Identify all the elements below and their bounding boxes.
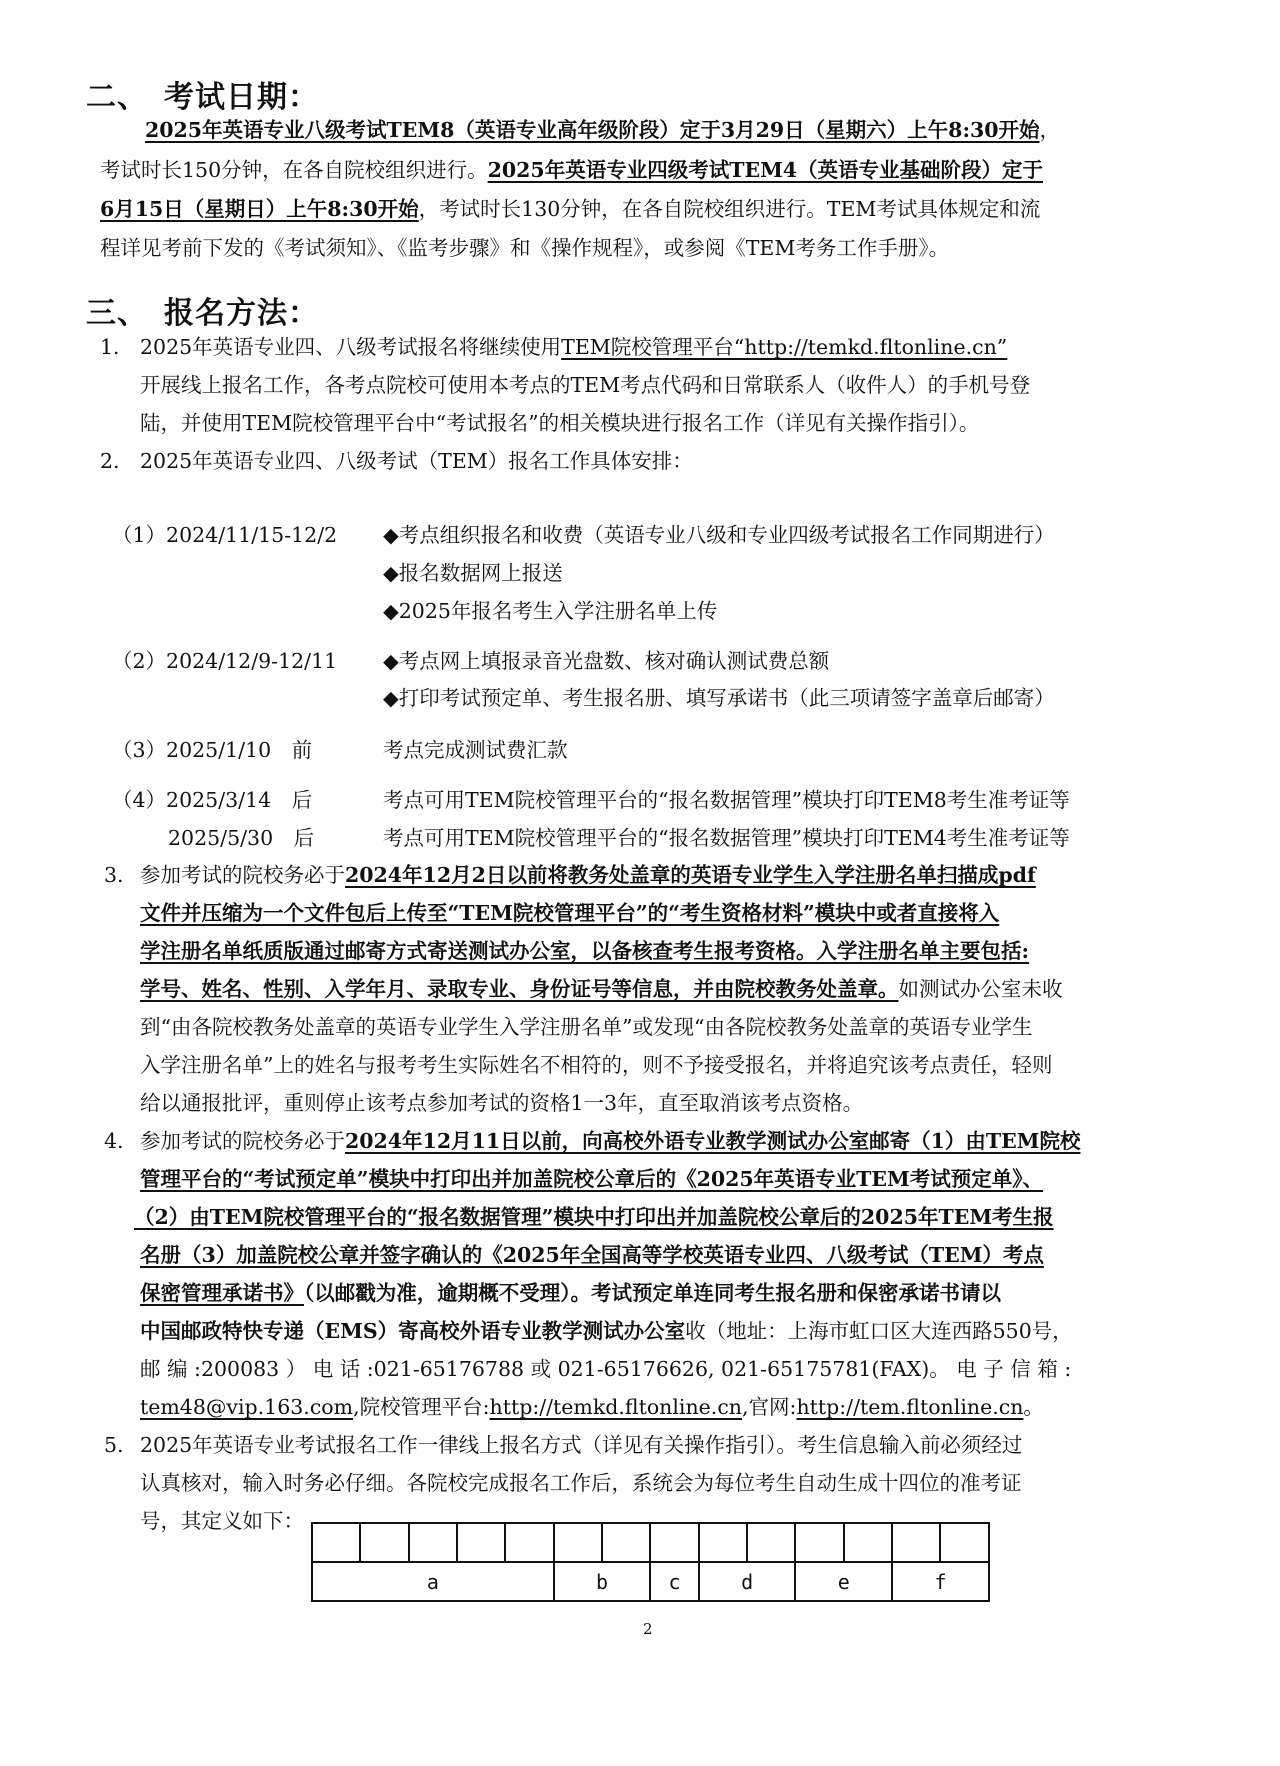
- item-5-line-2: 认真核对，输入时务必仔细。各院校完成报名工作后，系统会为每位考生自动生成十四位的准考证: [140, 1471, 1022, 1495]
- schedule-3-date: （3）2025/1/10 前: [112, 738, 313, 762]
- digit-cell: [795, 1523, 843, 1562]
- item-2-number: 2.: [100, 449, 120, 473]
- item-3-line-6: 入学注册名单”上的姓名与报考考生实际姓名不相符的，则不予接受报名，并将追究该考点责任，轻则: [140, 1053, 1053, 1077]
- item-1-line-1: 2025年英语专业四、八级考试报名将继续使用TEM院校管理平台“http://temkd.fltonline.cn”: [140, 335, 1008, 359]
- digit-cell: [602, 1523, 650, 1562]
- segment-label-d: d: [699, 1562, 796, 1601]
- label-row: [312, 1562, 989, 1601]
- schedule-2-date: （2）2024/12/9-12/11: [112, 649, 338, 673]
- schedule-1-date: （1）2024/11/15-12/2: [112, 523, 338, 547]
- item-3-line-4: 学号、姓名、性别、入学年月、录取专业、身份证号等信息，并由院校教务处盖章。如测试办公室未收: [140, 977, 1063, 1001]
- schedule-3-a: 考点完成测试费汇款: [383, 738, 568, 762]
- item-3-line-1: 参加考试的院校务必于2024年12月2日以前将教务处盖章的英语专业学生入学注册名单扫描成pdf: [140, 863, 1036, 887]
- digit-cell: [844, 1523, 892, 1562]
- item-4-line-3: （2）由TEM院校管理平台的“报名数据管理”模块中打印出并加盖院校公章后的2025年TEM考生报: [134, 1205, 1054, 1229]
- segment-label-c: c: [650, 1562, 698, 1601]
- digit-cell: [699, 1523, 747, 1562]
- item-3-line-3: 学注册名单纸质版通过邮寄方式寄送测试办公室，以备核查考生报考资格。入学注册名单主要包括:: [140, 939, 1030, 963]
- section-2-heading: 二、 考试日期：: [86, 80, 319, 115]
- schedule-1-b: ◆报名数据网上报送: [383, 561, 563, 585]
- sec2-line-4: 程详见考前下发的《考试须知》、《监考步骤》和《操作规程》，或参阅《TEM考务工作手册》。: [100, 236, 950, 260]
- digit-cell: [409, 1523, 457, 1562]
- section-3-heading: 三、 报名方法：: [86, 296, 319, 331]
- digit-cell: [554, 1523, 602, 1562]
- segment-label-a: a: [312, 1562, 554, 1601]
- admission-number-table: [311, 1522, 990, 1602]
- segment-label-b: b: [554, 1562, 651, 1601]
- item-3-line-5: 到“由各院校教务处盖章的英语专业学生入学注册名单”或发现“由各院校教务处盖章的英语专业学生: [140, 1015, 1033, 1039]
- item-4-number: 4.: [104, 1129, 124, 1153]
- item-3-line-2: 文件并压缩为一个文件包后上传至“TEM院校管理平台”的“考生资格材料”模块中或者直接将入: [140, 901, 1000, 925]
- sec2-line-3: 6月15日（星期日）上午8:30开始，考试时长130分钟，在各自院校组织进行。TEM考试具体规定和流: [100, 197, 1041, 221]
- item-3-number: 3.: [104, 863, 124, 887]
- digit-cell: [650, 1523, 698, 1562]
- item-4-line-5: 保密管理承诺书》（以邮戳为准，逾期概不受理）。考试预定单连同考生报名册和保密承诺书请以: [140, 1281, 1001, 1305]
- official-site-link[interactable]: http://tem.fltonline.cn: [796, 1395, 1024, 1419]
- schedule-4-a: 考点可用TEM院校管理平台的“报名数据管理”模块打印TEM8考生准考证等: [383, 788, 1070, 812]
- item-4-line-2: 管理平台的“考试预定单”模块中打印出并加盖院校公章后的《2025年英语专业TEM考试预定单》、: [140, 1167, 1043, 1191]
- schedule-1-a: ◆考点组织报名和收费（英语专业八级和专业四级考试报名工作同期进行）: [383, 523, 1055, 547]
- item-5-line-1: 2025年英语专业考试报名工作一律线上报名方式（详见有关操作指引）。考生信息输入前必须经过: [140, 1433, 1023, 1457]
- schedule-2-a: ◆考点网上填报录音光盘数、核对确认测试费总额: [383, 649, 830, 673]
- digit-cell: [892, 1523, 940, 1562]
- digit-row: [312, 1523, 989, 1562]
- digit-cell: [360, 1523, 408, 1562]
- schedule-4-date: （4）2025/3/14 后: [112, 788, 313, 812]
- digit-cell: [457, 1523, 505, 1562]
- digit-cell: [312, 1523, 360, 1562]
- item-3-line-7: 给以通报批评，重则停止该考点参加考试的资格1一3年，直至取消该考点资格。: [140, 1091, 864, 1115]
- schedule-4-date-2: 2025/5/30 后: [168, 826, 315, 850]
- platform-link[interactable]: http://temkd.fltonline.cn: [489, 1395, 743, 1419]
- email-link[interactable]: tem48@vip.163.com: [140, 1395, 354, 1419]
- item-4-line-8: tem48@vip.163.com,院校管理平台:http://temkd.fltonline.cn,官网:http://tem.fltonline.cn。: [140, 1395, 1044, 1419]
- schedule-2-b: ◆打印考试预定单、考生报名册、填写承诺书（此三项请签字盖章后邮寄）: [383, 686, 1055, 710]
- item-4-line-1: 参加考试的院校务必于2024年12月11日以前，向高校外语专业教学测试办公室邮寄（1）由TEM院校: [140, 1129, 1081, 1153]
- digit-cell: [940, 1523, 989, 1562]
- digit-cell: [505, 1523, 553, 1562]
- item-4-line-7: 邮 编 :200083 ） 电 话 :021-65176788 或 021-65176626, 021-65175781(FAX)。 电 子 信 箱 :: [140, 1357, 1072, 1381]
- item-5-line-3: 号，其定义如下：: [140, 1509, 304, 1533]
- page-number: 2: [643, 1620, 653, 1638]
- schedule-4-b: 考点可用TEM院校管理平台的“报名数据管理”模块打印TEM4考生准考证等: [383, 826, 1070, 850]
- item-1-line-2: 开展线上报名工作，各考点院校可使用本考点的TEM考点代码和日常联系人（收件人）的手机号登: [140, 373, 1031, 397]
- sec2-line-2: 考试时长150分钟，在各自院校组织进行。2025年英语专业四级考试TEM4（英语专业基础阶段）定于: [100, 158, 1044, 182]
- item-1-number: 1.: [100, 335, 120, 359]
- digit-cell: [747, 1523, 795, 1562]
- item-4-line-4: 名册（3）加盖院校公章并签字确认的《2025年全国高等学校英语专业四、八级考试（TEM）考点: [140, 1243, 1044, 1267]
- item-1-line-3: 陆，并使用TEM院校管理平台中“考试报名”的相关模块进行报名工作（详见有关操作指引）。: [140, 411, 980, 435]
- sec2-line-1: 2025年英语专业八级考试TEM8（英语专业高年级阶段）定于3月29日（星期六）上午8:30开始，: [145, 118, 1061, 142]
- schedule-1-c: ◆2025年报名考生入学注册名单上传: [383, 599, 718, 623]
- item-2-text: 2025年英语专业四、八级考试（TEM）报名工作具体安排：: [140, 449, 693, 473]
- item-4-line-6: 中国邮政特快专递（EMS）寄高校外语专业教学测试办公室收（地址：上海市虹口区大连西路550号，: [140, 1319, 1073, 1343]
- item-5-number: 5.: [104, 1433, 124, 1457]
- segment-label-f: f: [892, 1562, 989, 1601]
- segment-label-e: e: [795, 1562, 892, 1601]
